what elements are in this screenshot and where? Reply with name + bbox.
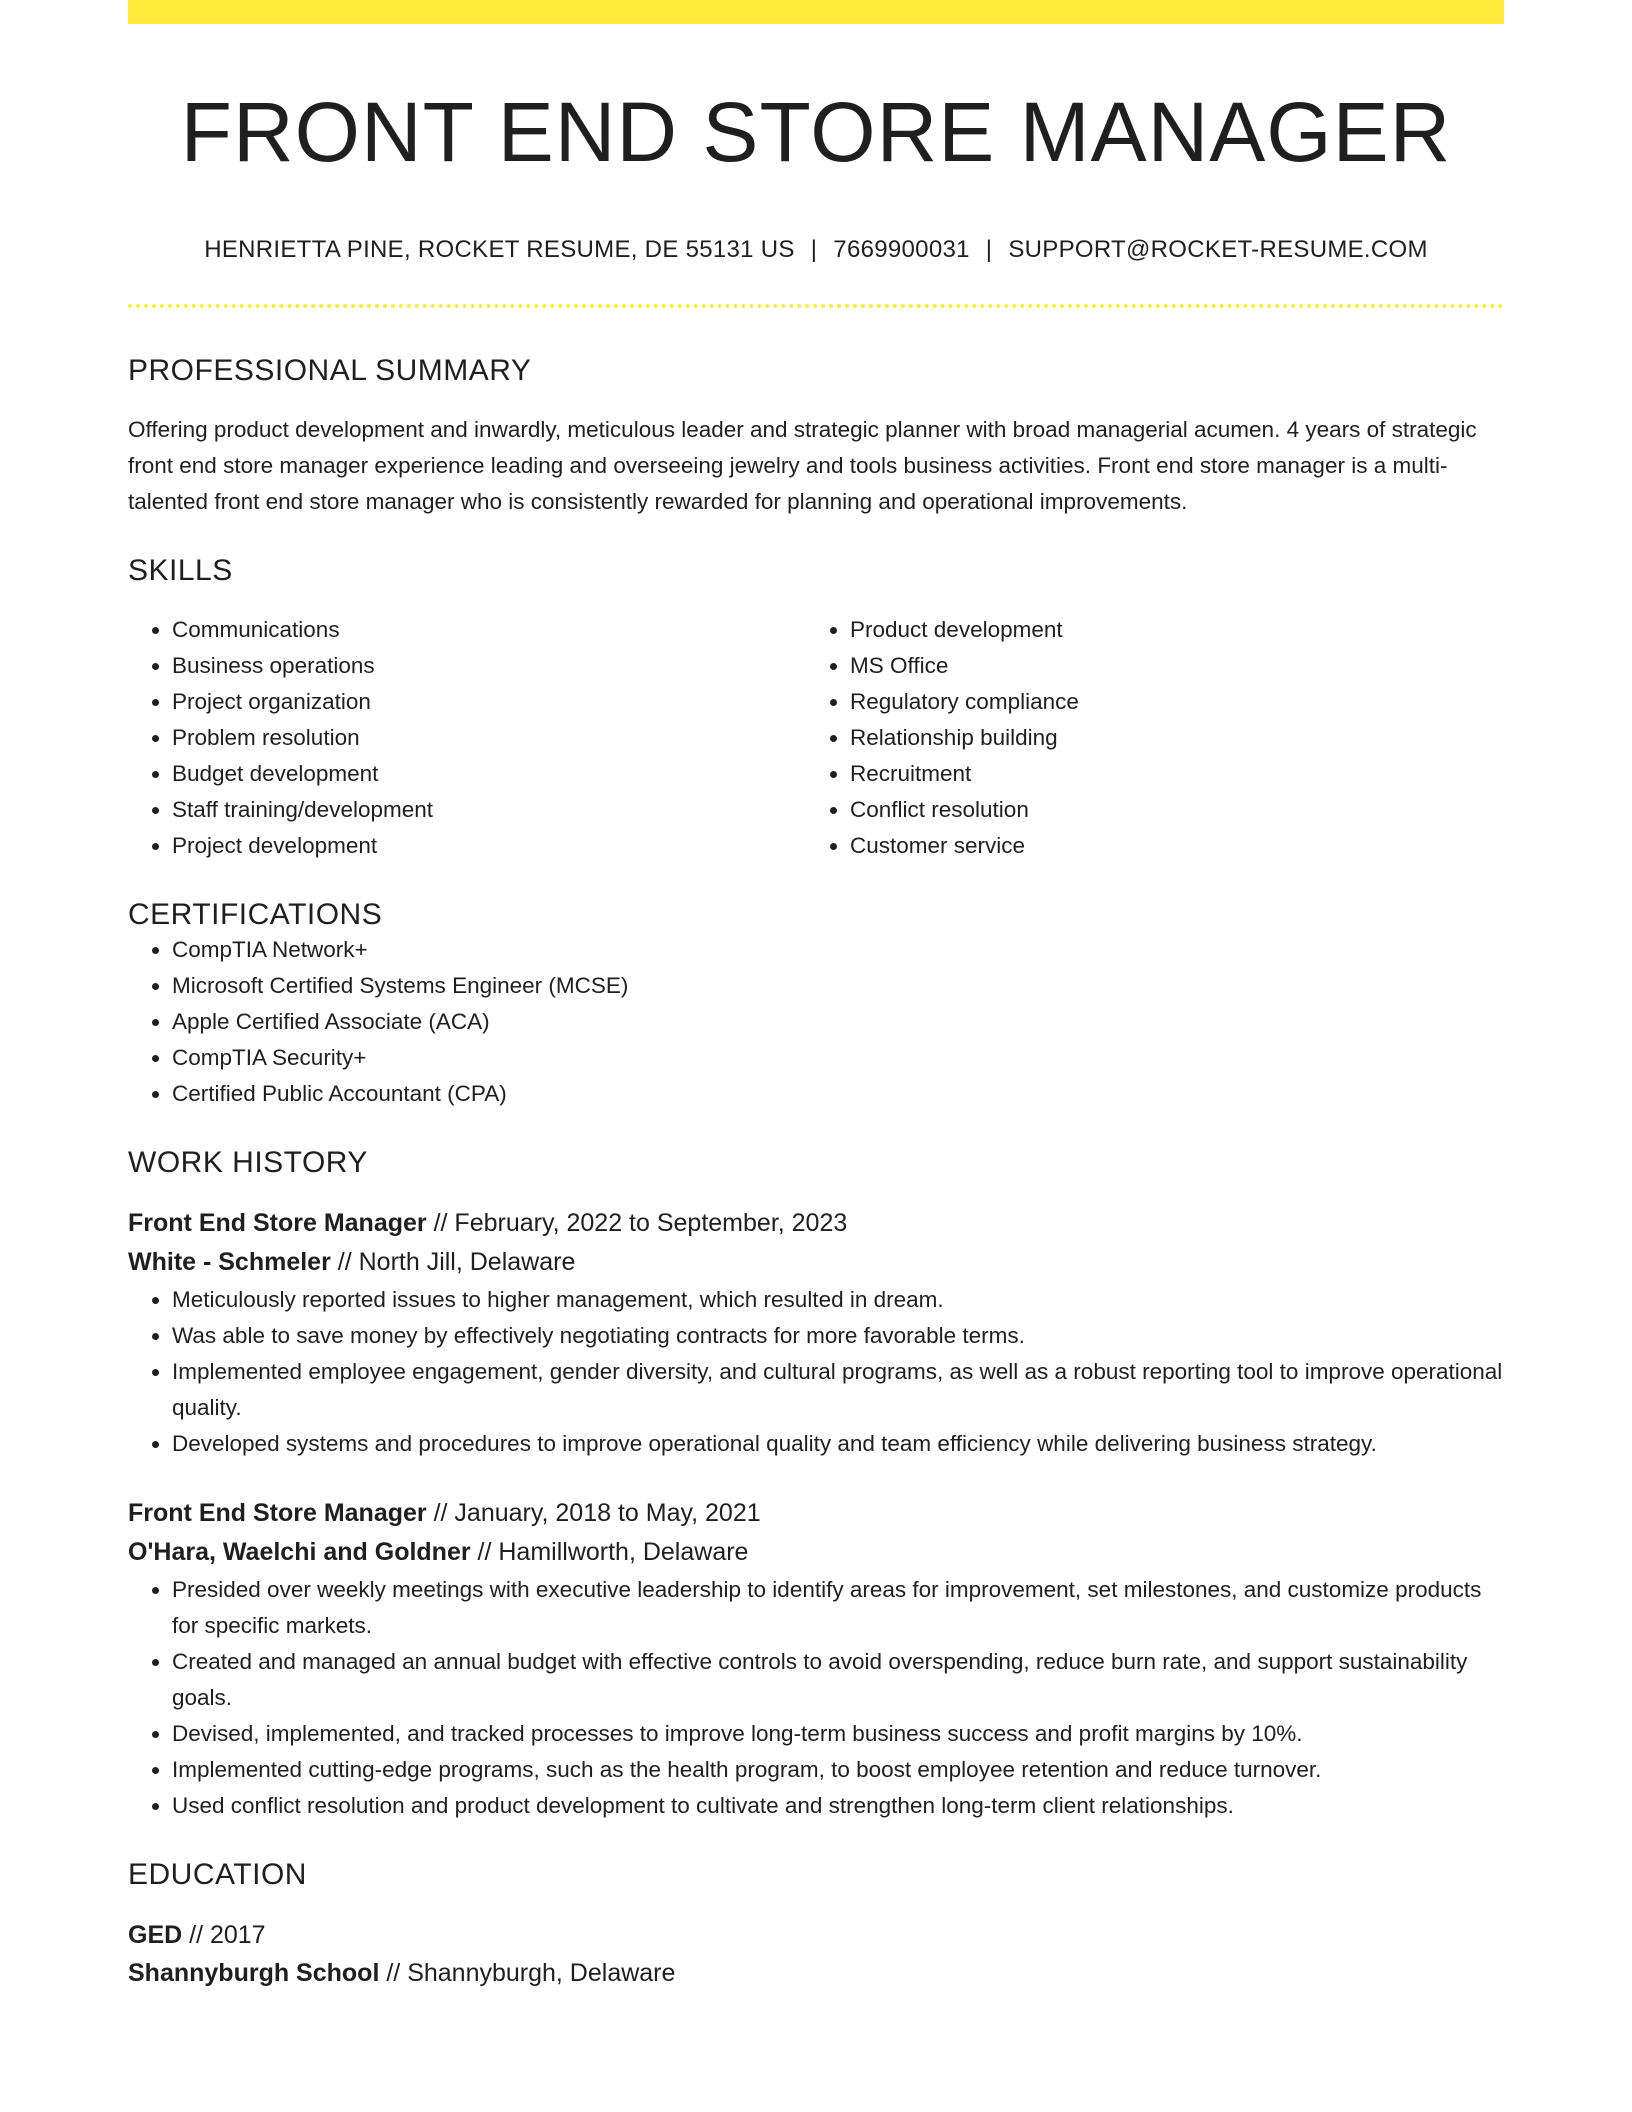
- skill-item: • Product development: [850, 612, 1484, 648]
- contact-address: HENRIETTA PINE, ROCKET RESUME, DE 55131 US: [204, 236, 795, 264]
- job-bullet: • Meticulously reported issues to higher management, which resulted in dream.: [172, 1282, 1504, 1318]
- job-bullets: [128, 1572, 1504, 1824]
- contact-separator: |: [810, 236, 818, 264]
- job-bullet: • Devised, implemented, and tracked processes to improve long-term business success and profit margins by 10%.: [172, 1716, 1504, 1752]
- job-bullet: • Was able to save money by effectively negotiating contracts for more favorable terms.: [172, 1318, 1504, 1354]
- job-bullet: • Used conflict resolution and product development to cultivate and strengthen long-term client relationships.: [172, 1788, 1504, 1824]
- skill-item: • Recruitment: [850, 756, 1484, 792]
- contact-email: SUPPORT@ROCKET-RESUME.COM: [1008, 236, 1428, 264]
- contact-separator: |: [985, 236, 993, 264]
- job-bullet: • Developed systems and procedures to improve operational quality and team efficiency while delivering business strategy.: [172, 1426, 1504, 1462]
- skill-item: • Communications: [172, 612, 806, 648]
- job-company: White - Schmeler: [128, 1248, 331, 1277]
- job-dates: // February, 2022 to September, 2023: [426, 1209, 848, 1238]
- contact-phone: 7669900031: [833, 236, 970, 264]
- skills-heading: SKILLS: [128, 554, 233, 588]
- skill-item: • Relationship building: [850, 720, 1484, 756]
- education-heading: EDUCATION: [128, 1858, 307, 1892]
- resume-page: [128, 0, 1504, 1992]
- dotted-divider: [128, 304, 1504, 308]
- skill-item: • Staff training/development: [172, 792, 806, 828]
- job-title-line: [128, 1494, 1504, 1532]
- job-bullet: • Implemented employee engagement, gender diversity, and cultural programs, as well as a robust reporting tool to improve operational quality.: [172, 1354, 1504, 1426]
- job-dates: // January, 2018 to May, 2021: [426, 1499, 761, 1528]
- job-company-line: [128, 1532, 1504, 1572]
- certification-item: • Microsoft Certified Systems Engineer (MCSE): [172, 968, 1504, 1004]
- job-bullet: • Created and managed an annual budget with effective controls to avoid overspending, reduce burn rate, and support sustainability goals.: [172, 1644, 1504, 1716]
- skill-item: • Business operations: [172, 648, 806, 684]
- job-title-line: [128, 1204, 1504, 1242]
- job-location: // Hamillworth, Delaware: [470, 1538, 749, 1567]
- work-history-heading: WORK HISTORY: [128, 1146, 368, 1180]
- skills-grid: [128, 612, 1504, 864]
- resume-title: FRONT END STORE MANAGER: [180, 85, 1452, 179]
- job-bullets: [128, 1282, 1504, 1462]
- job-entry: [128, 1494, 1504, 1824]
- job-title: Front End Store Manager: [128, 1499, 427, 1528]
- education-location: // Shannyburgh, Delaware: [379, 1959, 676, 1988]
- job-bullet: • Presided over weekly meetings with executive leadership to identify areas for improvement, set milestones, and customize products for specific markets.: [172, 1572, 1504, 1644]
- summary-heading: PROFESSIONAL SUMMARY: [128, 354, 532, 388]
- education-degree-line: [128, 1916, 1504, 1954]
- skill-item: • Regulatory compliance: [850, 684, 1484, 720]
- certification-item: • Certified Public Accountant (CPA): [172, 1076, 1504, 1112]
- skill-item: • Problem resolution: [172, 720, 806, 756]
- certification-item: • CompTIA Network+: [172, 932, 1504, 968]
- education-school: Shannyburgh School: [128, 1959, 380, 1988]
- job-location: // North Jill, Delaware: [330, 1248, 576, 1277]
- education-degree: GED: [128, 1921, 183, 1950]
- skill-item: • Project organization: [172, 684, 806, 720]
- skill-item: • Budget development: [172, 756, 806, 792]
- accent-top-bar: [128, 0, 1504, 24]
- job-bullet: • Implemented cutting-edge programs, such as the health program, to boost employee retention and reduce turnover.: [172, 1752, 1504, 1788]
- certification-item: • CompTIA Security+: [172, 1040, 1504, 1076]
- skill-item: • Customer service: [850, 828, 1484, 864]
- job-company: O'Hara, Waelchi and Goldner: [128, 1538, 471, 1567]
- skill-item: • Project development: [172, 828, 806, 864]
- job-entry: [128, 1204, 1504, 1462]
- summary-text: Offering product development and inwardly, meticulous leader and strategic planner with broad managerial acumen. 4 years of strategic front end store manager experience leading and overseeing jewelry and tools business activities. Front end store manager is a multi-talented front end store manager who is consistently rewarded for planning and operational improvements.: [128, 417, 1477, 515]
- certification-item: • Apple Certified Associate (ACA): [172, 1004, 1504, 1040]
- certifications-heading: CERTIFICATIONS: [128, 898, 383, 932]
- education-school-line: [128, 1954, 1504, 1992]
- certifications-list: [128, 932, 1504, 1112]
- contact-line: [128, 236, 1504, 264]
- job-title: Front End Store Manager: [128, 1209, 427, 1238]
- job-company-line: [128, 1242, 1504, 1282]
- skills-list-left: [128, 612, 806, 864]
- skill-item: • Conflict resolution: [850, 792, 1484, 828]
- skill-item: • MS Office: [850, 648, 1484, 684]
- skills-list-right: [806, 612, 1484, 864]
- education-year: // 2017: [182, 1921, 266, 1950]
